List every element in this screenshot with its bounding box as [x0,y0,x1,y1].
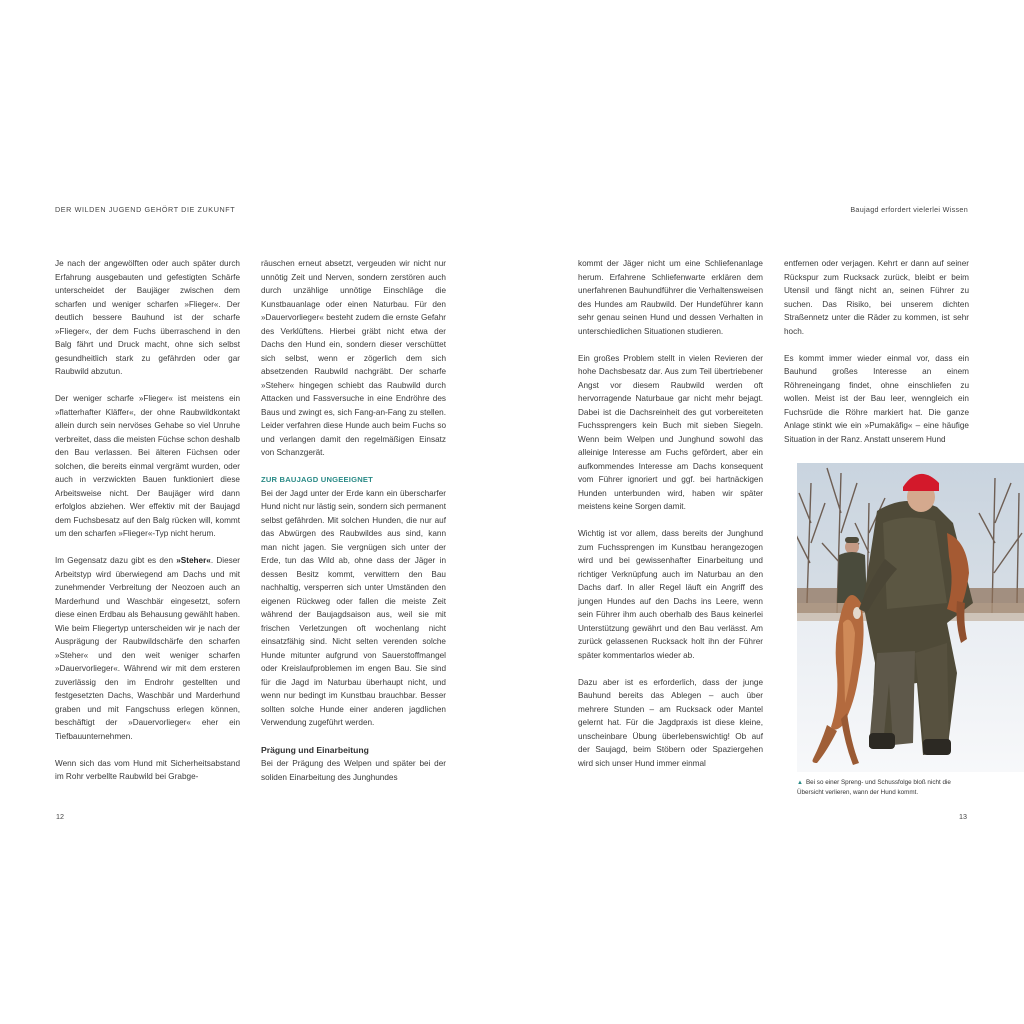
text-column-1 [55,257,240,797]
running-head-left: DER WILDEN JUGEND GEHÖRT DIE ZUKUNFT [55,205,236,214]
paragraph: Bei der Jagd unter der Erde kann ein überscharfer Hund nicht nur lästig sein, sondern sich permanent selbst gefährden. Mit solchen Hunden, die nur auf das Abwürgen des Raubwildes aus sind, kann man nicht jagen. Sie vergnügen sich unter der Erde, tun das Wild ab, ohne dass der Jäger in dessen Besitz kommt, verwittern den Bau nachhaltig, versperren sich unter Umständen den eigenen Rückweg oder fallen die meiste Zeit während der Baujagdsaison aus, weil sie mit frischen Verletzungen oft wochenlang nicht einsatzfähig sind. Nicht selten verenden solche Hunde mitunter aufgrund von Sauerstoffmangel oder Kreislaufproblemen im engen Bau. Sie sind für die Jagd im Naturbau überhaupt nicht, und wenn nur bedingt im Kunstbau brauchbar. Besser sollten solche Hunde einer anderen jagdlichen Verwendung zugeführt werden. [261,488,446,727]
paragraph-text: . Dieser Arbeitstyp wird überwiegend am Dachs und mit zunehmender Verbreitung der Neozoen auch an Marderhund und Waschbär eingesetzt, sofern diese einen Erdbau als Behausung gewählt haben. Wie beim Fliegertyp unterscheiden wir je nach der Ausprägung der Raubwildschärfe den scharfen »Steher« und den weit weniger scharfen »Dauervorlieger«. Während wir mit dem ersteren zuverlässig den im Endrohr gestellten und festgesetzten Dachs, Waschbär und Marderhund graben und mit Fangschuss erlegen können, beschäftigt der »Dauervorlieger« eher ein Tiefbauunternehmen. [55,556,240,741]
caption-arrow-icon: ▲ [797,780,803,786]
paragraph: Wenn sich das vom Hund mit Sicherheitsabstand im Rohr verbellte Raubwild bei Grabge- [55,758,240,781]
running-head-right: Baujagd erfordert vielerlei Wissen [850,205,968,214]
paragraph: entfernen oder verjagen. Kehrt er dann auf seiner Rückspur zum Rucksack zurück, bleibt er beim Utensil und fängt nicht an, seinen Führer zu suchen. Das Risiko, bei unserem dichten Straßennetz unter die Räder zu kommen, ist sehr hoch. [784,259,969,336]
term-steher: »Steher« [176,556,211,565]
paragraph: kommt der Jäger nicht um eine Schliefenanlage herum. Erfahrene Schliefenwarte erklären dem unerfahrenen Bauhundführer die Verhaltensweisen des Hundes am Raubwild. Der Hundeführer kann sehr genau seinen Hund und dessen Verhalten in unterschiedlichen Situationen studieren. [578,259,763,336]
text-column-4 [784,257,969,460]
paragraph: Es kommt immer wieder einmal vor, dass ein Bauhund großes Interesse an einem Röhreneingang findet, ohne einschliefen zu wollen. Meist ist der Bau leer, wenngleich ein Fuchsrüde die Röhre markiert hat. Die ganze Anlage stinkt wie ein »Pumakäfig« – eine häufige Situation in der Ranz. Anstatt unserem Hund [784,353,969,444]
subheading-teal: ZUR BAUJAGD UNGEEIGNET [261,475,373,484]
text-column-3 [578,257,763,784]
paragraph: Je nach der angewölften oder auch später durch Erfahrung ausgebauten und gefestigten Schärfe unterscheidet der Baujäger zwischen dem scharfen und weniger scharfen »Flieger«. Der deutlich bessere Bauhund ist der scharfe »Flieger«, der dem Fuchs überraschend in den Balg fährt und Druck macht, ohne sich selbst gesundheitlich stark zu gefährden oder gar Raubwild abzutun. [55,259,240,376]
text-column-2 [261,257,446,798]
caption-text: Bei so einer Spreng- und Schussfolge bloß nicht die Übersicht verlieren, wann der Hund kommt. [797,779,951,796]
photo-hunter-with-fox [797,463,1024,772]
paragraph: räuschen erneut absetzt, vergeuden wir nicht nur unnötig Zeit und Nerven, sondern zerstören auch durch unzählige unnötige Einschläge die Kunstbauanlage oder einen Naturbau. Für den »Dauervorlieger« besteht zudem die ernste Gefahr des Verklüftens. Hierbei gräbt nicht etwa der Dachs den Hund ein, sondern dieser verschüttet sich selbst, wenn er zögerlich dem sich absetzenden Raubwild nachgräbt. Der scharfe »Steher« hingegen schiebt das Raubwild durch Attacken und Fassversuche in eine Endröhre des Baus und zwingt es, sich Fang-an-Fang zu stellen. Leider verfahren diese Hunde auch beim Fuchs so und verlangen damit den regelmäßigen Einsatz von Schanzgerät. [261,259,446,457]
paragraph: Der weniger scharfe »Flieger« ist meistens ein »flatterhafter Kläffer«, der ohne Raubwildkontakt allein durch sein nervöses Gehabe so viel Unruhe verbreitet, dass die meisten Füchse schon deshalb den Bau verlassen. Bei älteren Füchsen oder solchen, die bereits einmal vergrämt wurden, oder auch in verzwickten Bauen funktioniert diese Arbeitsweise nicht. Der Baujäger wird dann erfolglos abziehen. Wer effektiv mit der Baujagd dem Fuchsbesatz auf den Balg rücken will, kommt um den scharfen »Flieger«-Typ nicht herum. [55,394,240,538]
subheading: Prägung und Einarbeitung [261,745,369,755]
paragraph: Dazu aber ist es erforderlich, dass der junge Bauhund bereits das Ablegen – auch über mehrere Stunden – am Rucksack oder Mantel gelernt hat. Für die Jagdpraxis ist diese kleine, unscheinbare Übung überlebenswichtig! Ob auf der Saujagd, beim Stöbern oder Spaziergehen wird sich unser Hund immer einmal [578,677,763,768]
paragraph: Ein großes Problem stellt in vielen Revieren der hohe Dachsbesatz dar. Aus zum Teil übertriebener Angst vor diesem Raubwild werden oft hervorragende Naturbaue gar nicht mehr bejagt. Dabei ist die Dachsreinheit des gut vorbereiteten Fuchssprengers kein Buch mit sieben Siegeln. Wenn beim Welpen und Junghund sowohl das alleinige Interesse am Fuchs gefördert, aber ein aufkommendes Interesse am Dachs konsequent vom Führer ignoriert und ggf. bei hartnäckigen Hunden unterbunden wird, haben wir später meistens keine Sorgen damit. [578,353,763,511]
photo-caption [797,778,977,797]
paragraph [55,554,240,743]
page-number-left: 12 [56,812,64,821]
paragraph: Wichtig ist vor allem, dass bereits der Junghund zum Fuchssprengen im Kunstbau herangezogen wird und bei gewissenhafter Einarbeitung und richtiger Verknüpfung auch im Naturbau an den Dachs darf. In aller Regel läuft ein Angriff des jungen Hundes auf den Dachs ins Leere, wenn sein Führer ihm auch oberhalb des Baus keinerlei Unterstützung gewährt und den Bau verlässt. Am zurück gelassenen Rucksack holt ihn der Führer später kommentarlos wieder ab. [578,529,763,660]
paragraph-text: Im Gegensatz dazu gibt es den [55,556,177,565]
paragraph: Bei der Prägung des Welpen und später bei der soliden Einarbeitung des Junghundes [261,759,446,782]
page-number-right: 13 [959,812,967,821]
